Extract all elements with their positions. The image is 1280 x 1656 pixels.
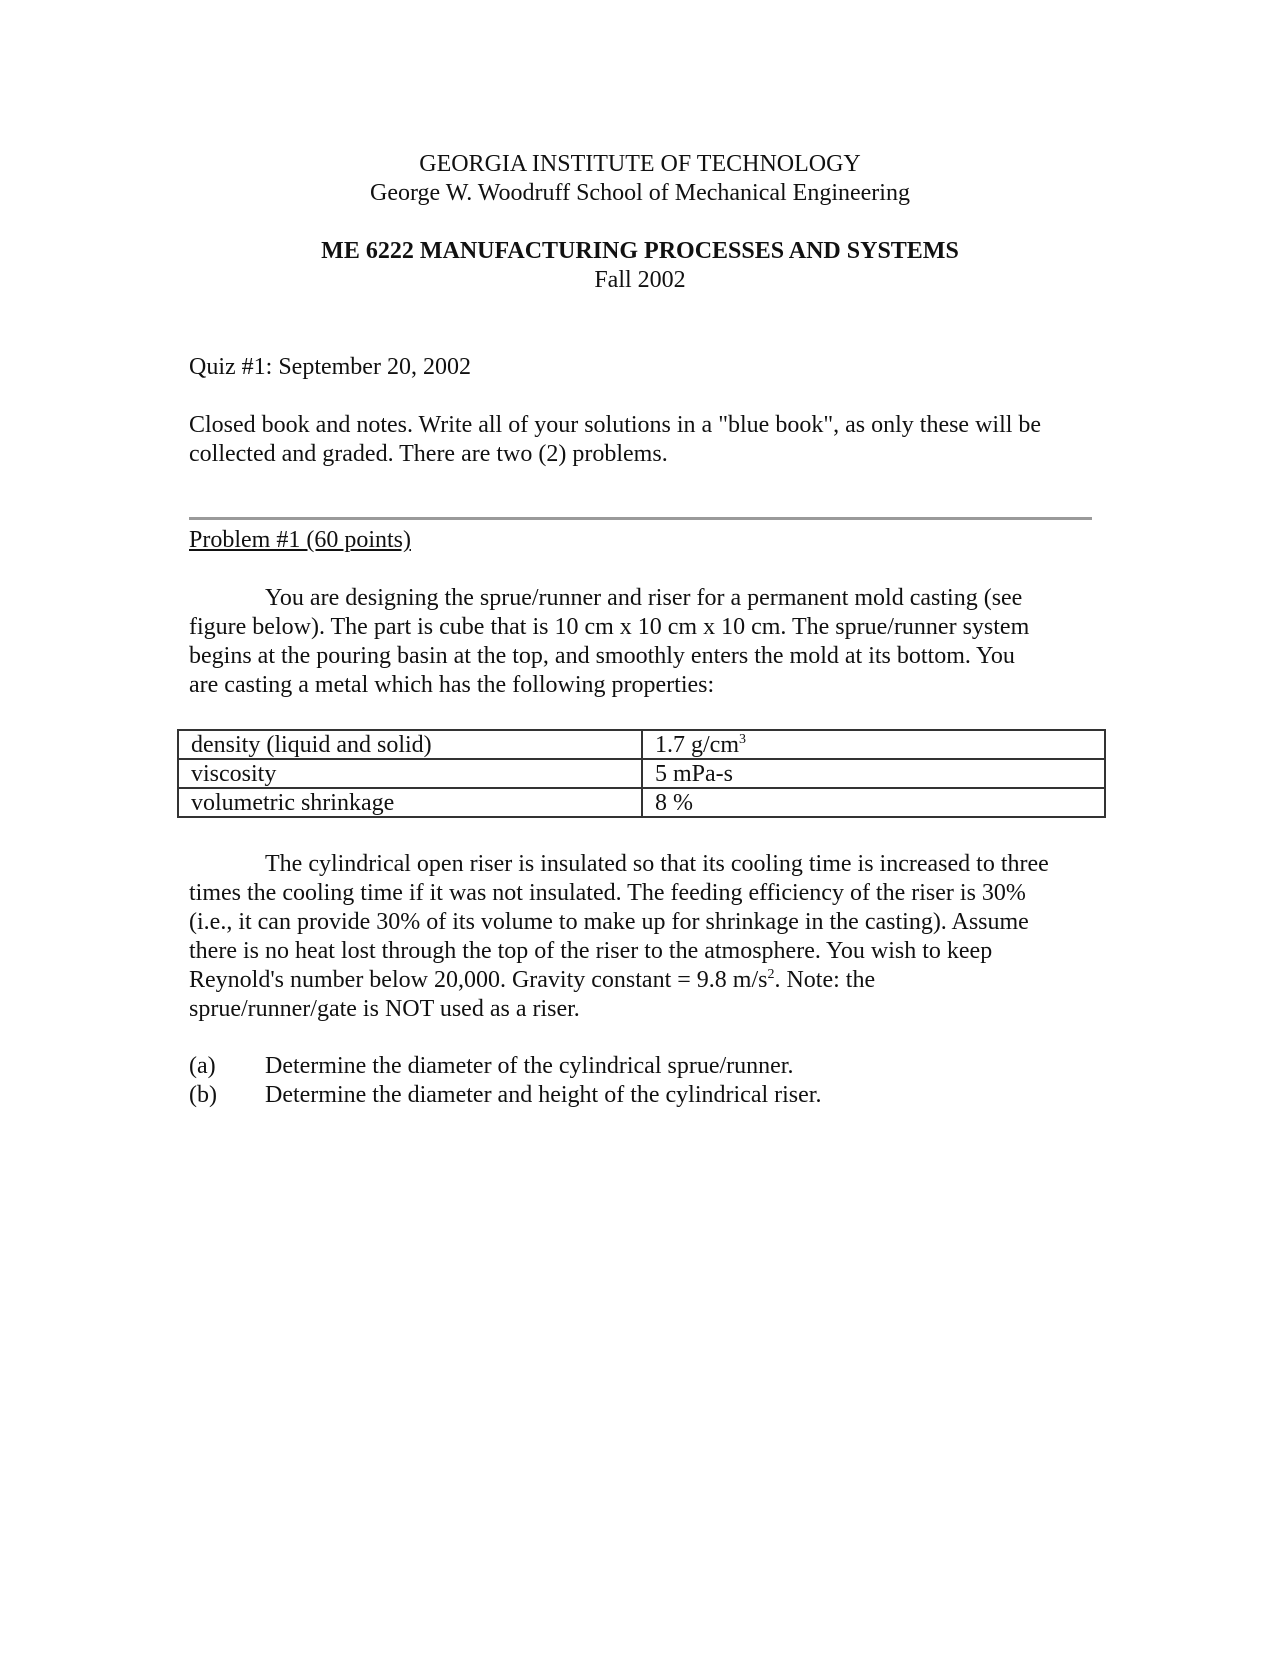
paragraph-line: sprue/runner/gate is NOT used as a riser. [189, 996, 580, 1022]
property-name: viscosity [178, 759, 642, 788]
line-text: Reynold's number below 20,000. Gravity constant = 9.8 m/s [189, 967, 768, 993]
term: Fall 2002 [594, 267, 686, 293]
problem-intro-paragraph [189, 584, 1099, 700]
part-text: Determine the diameter and height of the cylindrical riser. [265, 1082, 822, 1108]
course-header [0, 237, 1280, 295]
unit-exponent: 2 [767, 967, 775, 982]
paragraph-line [189, 966, 1099, 995]
part-label: (a) [189, 1053, 216, 1079]
properties-table [177, 729, 1106, 818]
line-text: . Note: the [774, 967, 876, 993]
part-label: (b) [189, 1082, 217, 1108]
problem-parts-list [189, 1052, 1099, 1110]
instructions-line: Closed book and notes. Write all of your solutions in a "blue book", as only these will be [189, 412, 1042, 438]
paragraph-line: there is no heat lost through the top of the riser to the atmosphere. You wish to keep [189, 938, 993, 964]
unit-exponent: 3 [739, 732, 746, 747]
school-name: George W. Woodruff School of Mechanical Engineering [370, 180, 910, 206]
paragraph-line: times the cooling time if it was not insulated. The feeding efficiency of the riser is 30% [189, 880, 1026, 906]
instructions-paragraph [189, 411, 1099, 469]
problem-heading: Problem #1 (60 points) [189, 527, 411, 553]
part-text: Determine the diameter of the cylindrical sprue/runner. [265, 1053, 794, 1079]
institution-name: GEORGIA INSTITUTE OF TECHNOLOGY [419, 151, 861, 177]
paragraph-line: figure below). The part is cube that is 10 cm x 10 cm x 10 cm. The sprue/runner system [189, 614, 1030, 640]
paragraph-line: are casting a metal which has the following properties: [189, 672, 715, 698]
section-divider [189, 517, 1092, 520]
paragraph-line: The cylindrical open riser is insulated so that its cooling time is increased to three [265, 851, 1049, 877]
property-value [642, 730, 1105, 759]
paragraph-line: (i.e., it can provide 30% of its volume to make up for shrinkage in the casting). Assume [189, 909, 1029, 935]
property-name: volumetric shrinkage [178, 788, 642, 817]
list-item [189, 1081, 1099, 1110]
course-title: ME 6222 MANUFACTURING PROCESSES AND SYSTEMS [321, 238, 959, 264]
table-row [178, 730, 1105, 759]
table-row [178, 759, 1105, 788]
property-value: 8 % [642, 788, 1105, 817]
property-name: density (liquid and solid) [178, 730, 642, 759]
property-value: 5 mPa-s [642, 759, 1105, 788]
quiz-date-line: Quiz #1: September 20, 2002 [189, 354, 471, 380]
table-row [178, 788, 1105, 817]
instructions-line: collected and graded. There are two (2) problems. [189, 441, 668, 467]
property-value-text: 1.7 g/cm [655, 732, 739, 758]
riser-paragraph [189, 850, 1099, 1024]
list-item [189, 1052, 1099, 1081]
paragraph-line: You are designing the sprue/runner and riser for a permanent mold casting (see [265, 585, 1023, 611]
institution-header [0, 150, 1280, 208]
paragraph-line: begins at the pouring basin at the top, and smoothly enters the mold at its bottom. You [189, 643, 1015, 669]
